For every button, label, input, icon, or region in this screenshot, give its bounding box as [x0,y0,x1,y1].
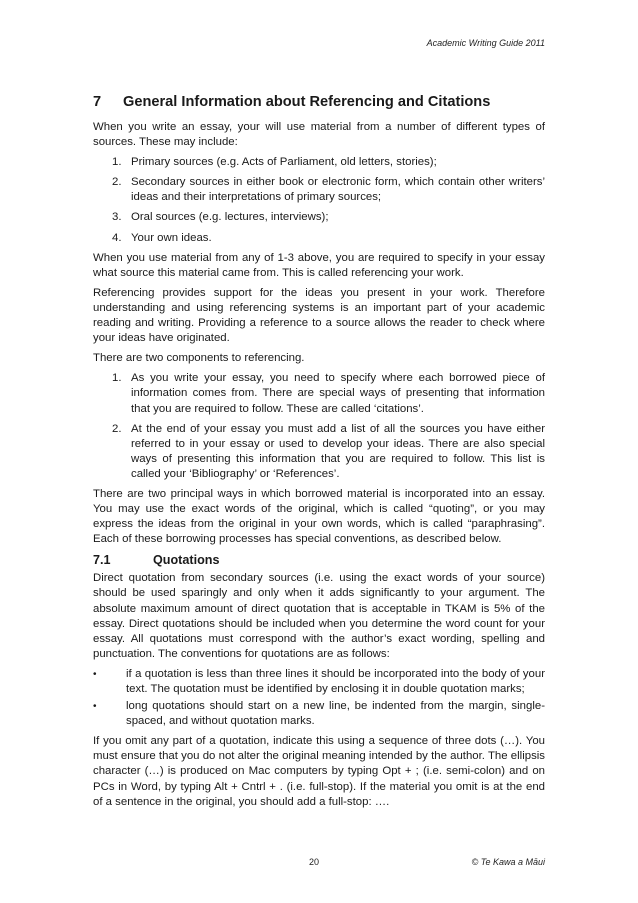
subsection-heading [93,552,545,569]
list-marker: 2. [112,422,122,435]
ways-paragraph: There are two principal ways in which borrowed material is incorporated into an essay. You may use the exact words of the original, which is called “quoting”, or you may express the ideas from the original in your own words, which is called “paraphrasing”. Each of these borrowing processes has special conventions, as described below. [93,487,545,546]
list-item-text: Oral sources (e.g. lectures, interviews); [131,211,329,224]
list-marker: 4. [112,231,122,244]
sources-list [93,155,545,245]
list-marker: 2. [112,176,122,189]
list-item [93,422,545,482]
support-paragraph: Referencing provides support for the ideas you present in your work. Therefore understanding and using referencing systems is an important part of your academic reading and writing. Providing a reference to a source allows the reader to check where your ideas have originated. [93,286,545,345]
section-number: 7 [93,94,102,110]
section-title: General Information about Referencing and Citations [123,94,491,110]
bullet-icon: • [93,701,97,713]
list-item-text: Secondary sources in either book or electronic form, which contain other writers’ ideas and their interpretations of primary sources; [131,176,545,204]
page-footer [93,857,545,871]
list-item [93,667,545,697]
list-item [93,210,545,225]
running-header: Academic Writing Guide 2011 [426,38,545,48]
subsection-number: 7.1 [93,553,111,568]
list-item [93,371,545,416]
list-item-text: if a quotation is less than three lines it should be incorporated into the body of your text. The quotation must be identified by enclosing it in double quotation marks; [126,667,545,695]
specify-paragraph: When you use material from any of 1-3 above, you are required to specify in your essay what source this material came from. This is called referencing your work. [93,251,545,279]
components-paragraph: There are two components to referencing. [93,352,305,365]
page-content [93,93,545,815]
page-number: 20 [309,857,320,867]
subsection-title: Quotations [153,553,220,568]
omit-paragraph: If you omit any part of a quotation, indicate this using a sequence of three dots (…). You must ensure that you do not alter the original meaning intended by the author. The ellipsis character (…) is produced on Mac computers by typing Opt + ; (i.e. semi-colon) and on PCs in Word, by typing Alt + Cntrl + . (i.e. full-stop). If the material you omit is at the end of a sentence in the original, you should add a full-stop: …. [93,735,545,808]
section-heading [93,93,545,112]
list-marker: 1. [112,372,122,385]
list-item [93,231,545,246]
list-marker: 1. [112,156,122,169]
copyright-notice: © Te Kawa a Māui [471,857,545,867]
list-item-text: As you write your essay, you need to specify where each borrowed piece of information comes from. There are special ways of presenting that information that you are required to follow. These are called ‘citations’. [131,372,545,415]
list-item-text: Primary sources (e.g. Acts of Parliament, old letters, stories); [131,156,437,169]
direct-quotation-paragraph: Direct quotation from secondary sources (i.e. using the exact words of your source) should be used sparingly and only when it adds significantly to your argument. The absolute maximum amount of direct quotation that is acceptable in TKAM is 5% of the essay. Direct quotations should be included when you determine the word count for your essay. All quotations must correspond with the author’s exact wording, spelling and punctuation. The conventions for quotations are as follows: [93,572,545,660]
components-list [93,371,545,482]
list-item [93,699,545,729]
list-item [93,175,545,205]
intro-paragraph: When you write an essay, your will use material from a number of different types of sources. These may include: [93,121,545,149]
conventions-list [93,667,545,729]
list-item-text: long quotations should start on a new line, be indented from the margin, single-spaced, and without quotation marks. [126,700,545,728]
list-marker: 3. [112,211,122,224]
list-item-text: Your own ideas. [131,231,212,244]
list-item-text: At the end of your essay you must add a list of all the sources you have either referred to in your essay or used to develop your ideas. There are also special ways of presenting this information that you are required to follow. This list is called your ‘Bibliography’ or ‘References’. [131,422,545,480]
list-item [93,155,545,170]
bullet-icon: • [93,668,97,680]
